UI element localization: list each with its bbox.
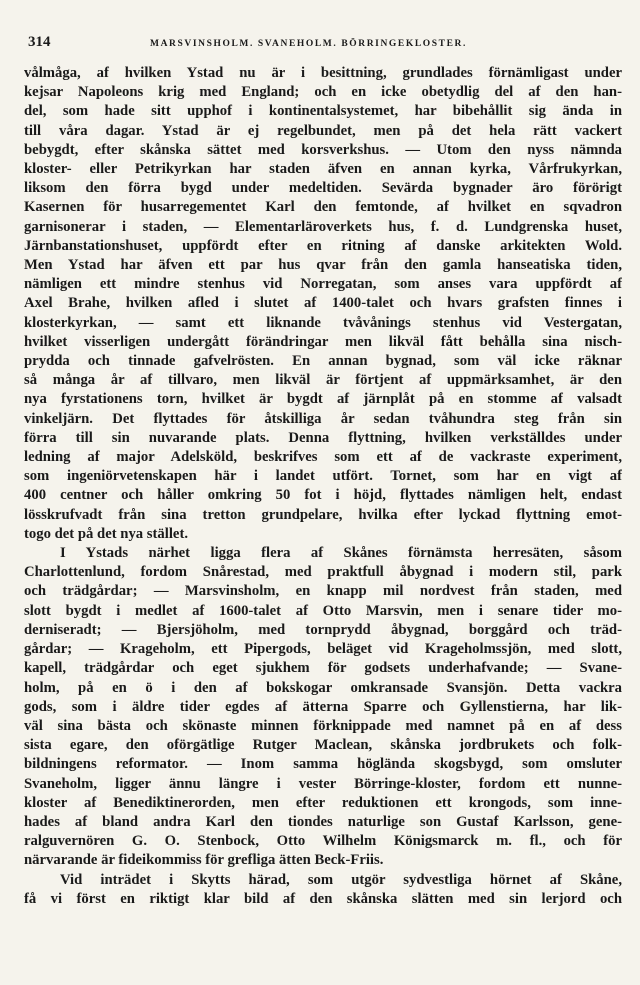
text-line: garnisonerar i staden, — Elementarläroverkets hus, f. d. Lundgrenska huset, (24, 218, 622, 235)
text-line: närvarande är fideikommiss för grefliga ätten Beck-Friis. (24, 852, 384, 869)
text-line: Axel Brahe, hvilken afled i slutet af 1400-talet och hvars grafsten finnes i (24, 295, 622, 312)
text-line: till våra dagar. Ystad är ej regelbundet, men på det hela rätt vackert (24, 122, 622, 139)
text-line: gårdar; — Krageholm, ett Pipergods, beläget vid Krageholmssjön, med slott, (24, 641, 622, 658)
text-line: ralguvernören G. O. Stenbock, Otto Wilhelm Königsmarck m. fl., och för (24, 833, 622, 850)
text-line: togo det på det nya stället. (24, 525, 189, 542)
text-line: så många år af tillvaro, men likväl är förtjent af uppmärksamhet, är den (24, 372, 622, 389)
text-line: vålmåga, af hvilken Ystad nu är i besittning, grundlades förnämligast under (24, 65, 622, 81)
body-text (24, 64, 622, 909)
text-line: klosterkyrkan, — samt ett liknande tvåvånings stenhus vid Vestergatan, (24, 314, 622, 331)
text-line: kapell, trädgårdar och eget sjukhem för godsets underhafvande; — Svane- (24, 660, 622, 677)
text-line: få vi först en riktigt klar bild af den skånska slätten med sin lerjord och (24, 890, 622, 907)
text-line: hvilket visserligen undergått förändringar men likväl fått behålla sina nisch- (24, 333, 622, 350)
text-line: bebygdt, efter skånska sättet med korsverkshus. — Utom den nyss nämnda (24, 141, 622, 158)
text-line: ledning af major Adelsköld, beskrifves som ett af de vackraste experiment, (24, 449, 622, 466)
text-line: vinkeljärn. Det flyttades för åtskilliga år sedan tvåhundra steg från sin (24, 410, 622, 427)
text-line: liksom den förra bygd under medeltiden. Sevärda bygnader äro förörigt (24, 180, 622, 197)
text-line: Vid inträdet i Skytts härad, som utgör sydvestliga hörnet af Skåne, (60, 871, 622, 888)
text-line: del, som hade sitt upphof i kontinentalsystemet, har bibehållit sig ända in (24, 103, 622, 120)
text-line: som ingeniörvetenskapen här i landet utfört. Tornet, som har en vigt af (24, 468, 622, 485)
text-line: Svaneholm, ligger ännu längre i vester Börringe-kloster, fordom ett nunne- (24, 775, 622, 792)
text-line: I Ystads närhet ligga flera af Skånes förnämsta herresäten, såsom (60, 545, 622, 562)
text-line: väl sina bästa och skönaste minnen förknippade med namnet på en af dess (24, 717, 622, 734)
text-line: lösskrufvadt från sina tretton grundpelare, hvilka efter lyckad flyttning emot- (24, 506, 622, 523)
text-line: holm, på en ö i den af bokskogar omkransade Svansjön. Detta vackra (24, 679, 622, 696)
text-line: bildningens reformator. — Inom samma högländа skogsbygd, som omsluter (24, 756, 622, 773)
text-line: derniseradt; — Bjersjöholm, med tornprydd åbygnad, borggård och träd- (24, 621, 622, 638)
text-line: sista egare, den oförgätlige Rutger Maclean, skånska jordbrukets och folk- (24, 737, 622, 754)
text-line: nämligen ett mindre stenhus vid Norregatan, som anses vara uppfördt af (24, 276, 622, 293)
text-line: hades af bland andra Karl den tiondes naturlige son Gustaf Karlsson, gene- (24, 813, 622, 830)
text-line: Kasernen för husarregementet Karl den femtonde, af hvilket en sqvadron (24, 199, 622, 216)
text-line: kloster af Benediktinerorden, men efter reduktionen ett krongods, som inne- (24, 794, 622, 811)
text-line: och trädgårdar; — Marsvinsholm, en knapp mil nordvest från staden, med (24, 583, 622, 600)
text-line: gods, som i äldre tider egdes af ätterna Sparre och Gyllenstierna, har lik- (24, 698, 622, 715)
text-line: Järnbanstationshuset, uppfördt efter en ritning af danske arkitekten Wold. (24, 237, 622, 254)
running-title: MARSVINSHOLM. SVANEHOLM. BÖRRINGEKLOSTER. (150, 39, 467, 49)
text-line: förra till sin nuvarande plats. Denna flyttning, hvilken verkställdes under (24, 429, 622, 446)
text-line: slott bygdt i medlet af 1600-talet af Otto Marsvin, men i senare tider mo- (24, 602, 622, 619)
text-line: nya fyrstationens torn, hvilket är bygdt af järnplåt på en stomme af valsadt (24, 391, 622, 408)
running-head (28, 34, 622, 64)
text-line: kejsar Napoleons krig med England; och en icke obetydlig del af den han- (24, 84, 622, 101)
text-line: prydda och tinnade gafvelrösten. En annan bygnad, som väl icke räknar (24, 353, 622, 370)
text-line: Charlottenlund, fordom Snårestad, med praktfull åbygnad i modern stil, park (24, 564, 622, 581)
text-line: kloster- eller Petrikyrkan har staden äfven en annan kyrka, Vårfrukyrkan, (24, 161, 622, 178)
page-number: 314 (28, 34, 51, 50)
text-line: Men Ystad har äfven ett par hus qvar från den gamla hanseatiska tiden, (24, 257, 622, 274)
text-line: 400 centner och håller omkring 50 fot i höjd, flyttades nämligen helt, endast (24, 487, 622, 504)
